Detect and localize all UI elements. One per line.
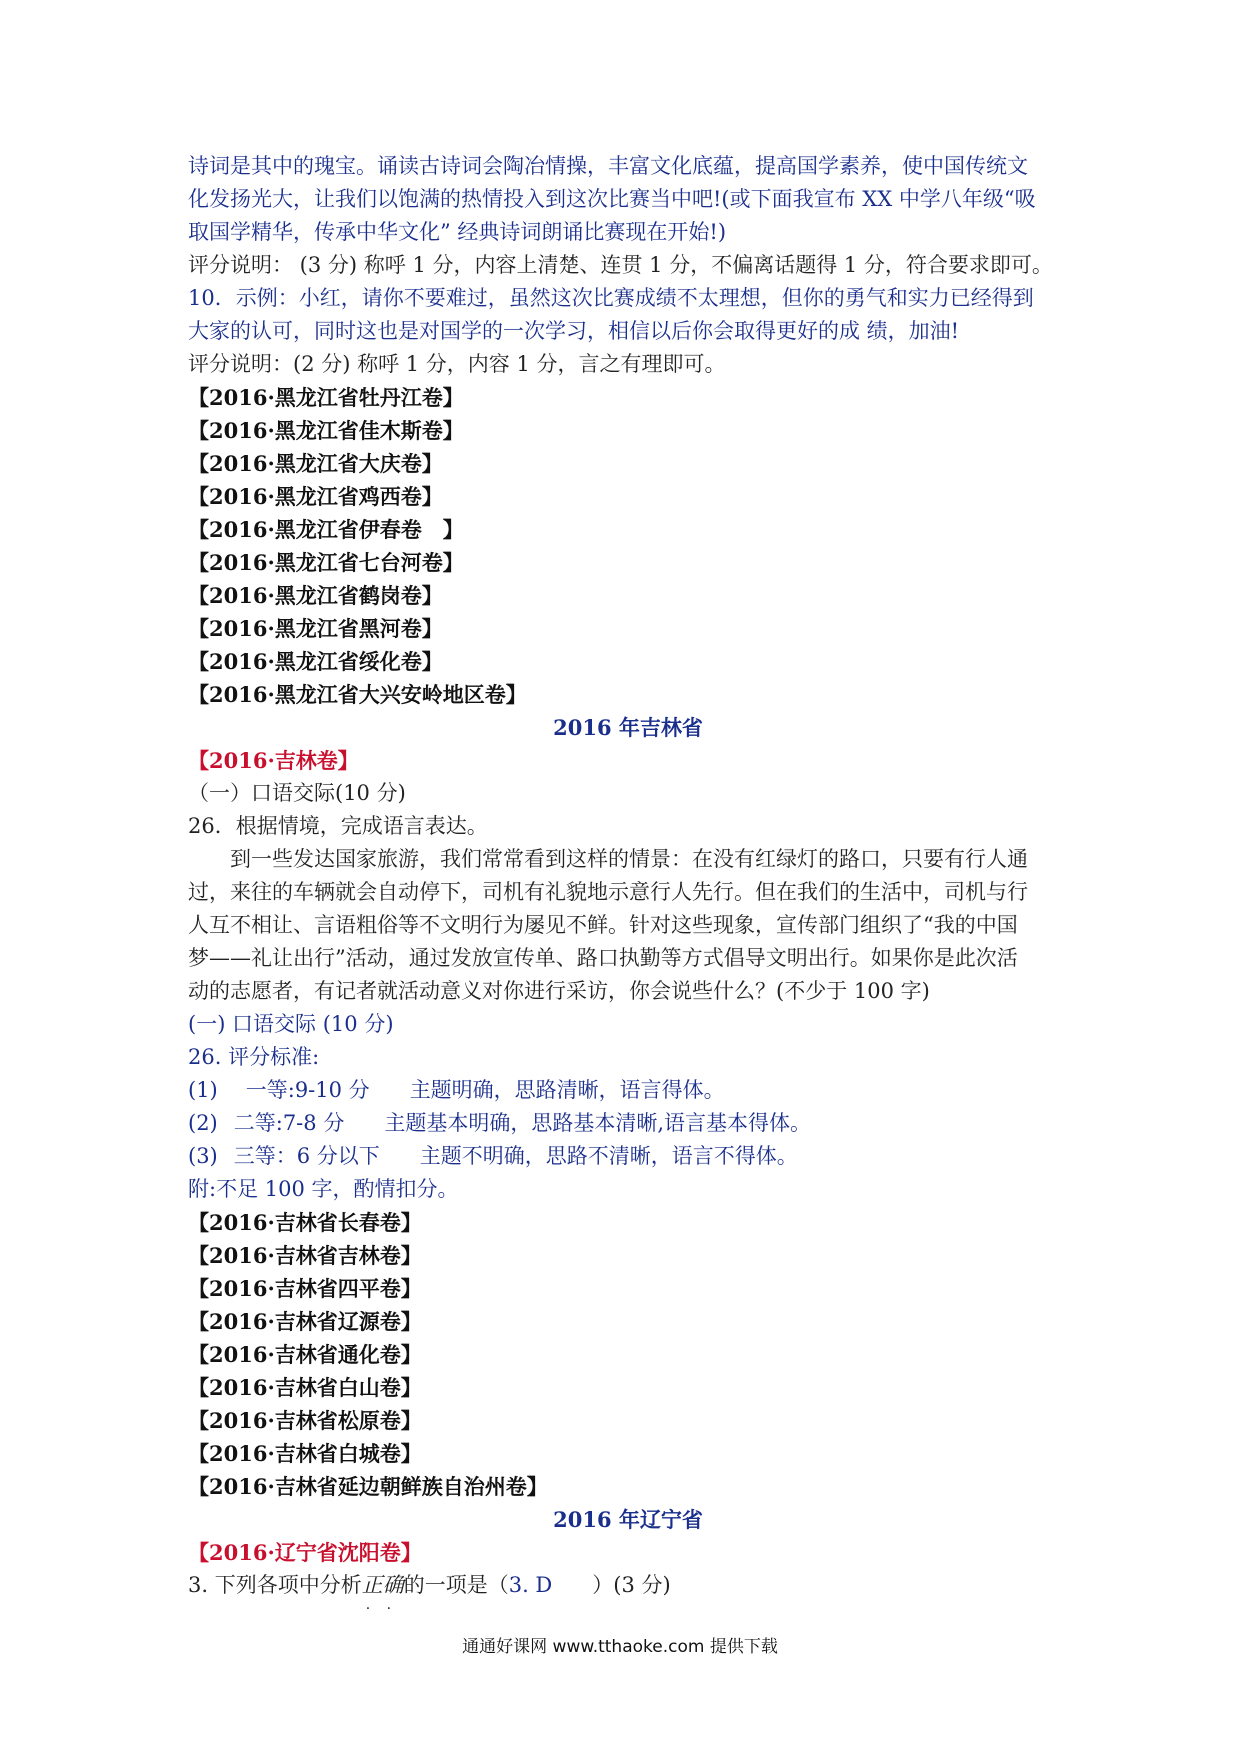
scenario-line: 动的志愿者，有记者就活动意义对你进行采访，你会说些什么？(不少于 100 字) — [188, 979, 930, 1003]
part-title: （一）口语交际(10 分) — [188, 781, 406, 805]
paper-heading: 【2016·吉林省辽源卷】 — [188, 1309, 422, 1334]
paper-heading: 【2016·黑龙江省大兴安岭地区卷】 — [188, 682, 527, 707]
paper-heading: 【2016·吉林省白山卷】 — [188, 1375, 422, 1400]
paper-heading: 【2016·吉林省松原卷】 — [188, 1408, 422, 1433]
criteria-grade: 三等：6 分以下 — [233, 1144, 380, 1168]
paper-heading: 【2016·黑龙江省佳木斯卷】 — [188, 418, 464, 443]
criteria-desc: 主题不明确，思路不清晰，语言不得体。 — [419, 1144, 798, 1168]
paper-heading: 【2016·黑龙江省鸡西卷】 — [188, 484, 443, 509]
section-title-liaoning: 2016 年辽宁省 — [553, 1507, 703, 1532]
scenario-line: 过，来往的车辆就会自动停下，司机有礼貌地示意行人先行。但在我们的生活中，司机与行 — [188, 880, 1028, 904]
answer-paragraph-line: 取国学精华，传承中华文化” 经典诗词朗诵比赛现在开始!) — [188, 220, 727, 244]
paper-heading: 【2016·黑龙江省七台河卷】 — [188, 550, 464, 575]
paper-heading: 【2016·吉林省长春卷】 — [188, 1210, 422, 1235]
question-end: ）(3 分) — [592, 1573, 671, 1597]
criteria-title: 26. 评分标准: — [188, 1045, 320, 1069]
answer-part-title: (一) 口语交际 (10 分) — [188, 1012, 394, 1036]
question-suffix: 的一项是（ — [403, 1573, 509, 1597]
paper-heading: 【2016·黑龙江省鹤岗卷】 — [188, 583, 443, 608]
paper-heading: 【2016·黑龙江省黑河卷】 — [188, 616, 443, 641]
question-prefix: 3. 下列各项中分析 — [188, 1573, 362, 1597]
criteria-grade: 一等:9-10 分 — [245, 1078, 370, 1102]
scenario-line: 到一些发达国家旅游，我们常常看到这样的情景：在没有红绿灯的路口，只要有行人通 — [230, 847, 1028, 871]
footer-credit: 通通好课网 www.tthaoke.com 提供下载 — [462, 1637, 778, 1657]
paper-heading: 【2016·吉林省四平卷】 — [188, 1276, 422, 1301]
document-page — [188, 150, 1068, 1602]
paper-heading: 【2016·黑龙江省大庆卷】 — [188, 451, 443, 476]
question-line — [188, 1569, 1068, 1602]
answer-marker: 3. D — [508, 1573, 553, 1597]
paper-heading: 【2016·黑龙江省伊春卷 】 — [188, 517, 464, 542]
answer-paragraph-line: 大家的认可，同时这也是对国学的一次学习，相信以后你会取得更好的成 绩，加油! — [188, 319, 960, 343]
criteria-num: (2) — [188, 1111, 218, 1135]
section-title-jilin: 2016 年吉林省 — [553, 715, 703, 740]
paper-heading: 【2016·吉林省通化卷】 — [188, 1342, 422, 1367]
paper-heading: 【2016·黑龙江省绥化卷】 — [188, 649, 443, 674]
scenario-line: 人互不相让、言语粗俗等不文明行为屡见不鲜。针对这些现象，宣传部门组织了“我的中国 — [188, 913, 1018, 937]
criteria-num: (1) — [188, 1078, 218, 1102]
criteria-grade: 二等:7-8 分 — [233, 1111, 345, 1135]
paper-heading-liaoning: 【2016·辽宁省沈阳卷】 — [188, 1540, 422, 1565]
paper-heading: 【2016·吉林省吉林卷】 — [188, 1243, 422, 1268]
answer-paragraph-line: 诗词是其中的瑰宝。诵读古诗词会陶冶情操，丰富文化底蕴，提高国学素养，使中国传统文 — [188, 154, 1028, 178]
question-text: 26．根据情境，完成语言表达。 — [188, 814, 488, 838]
scenario-line: 梦——礼让出行”活动，通过发放宣传单、路口执勤等方式倡导文明出行。如果你是此次活 — [188, 946, 1018, 970]
emphasized-word: 正确 · · — [362, 1573, 404, 1597]
criteria-num: (3) — [188, 1144, 218, 1168]
paper-heading: 【2016·黑龙江省牡丹江卷】 — [188, 385, 464, 410]
answer-paragraph-line: 10．示例：小红，请你不要难过，虽然这次比赛成绩不太理想，但你的勇气和实力已经得到 — [188, 286, 1034, 310]
answer-paragraph-line: 化发扬光大，让我们以饱满的热情投入到这次比赛当中吧!(或下面我宣布 XX 中学八年级“吸 — [188, 187, 1036, 211]
scoring-note: 评分说明：(2 分) 称呼 1 分，内容 1 分，言之有理即可。 — [188, 352, 726, 376]
criteria-row — [188, 1140, 1068, 1173]
criteria-row — [188, 1074, 1068, 1107]
criteria-desc: 主题明确，思路清晰，语言得体。 — [409, 1078, 725, 1102]
criteria-desc: 主题基本明确，思路基本清晰,语言基本得体。 — [384, 1111, 812, 1135]
paper-heading: 【2016·吉林省延边朝鲜族自治州卷】 — [188, 1474, 548, 1499]
criteria-row — [188, 1107, 1068, 1140]
criteria-note: 附:不足 100 字，酌情扣分。 — [188, 1177, 459, 1201]
paper-heading: 【2016·吉林省白城卷】 — [188, 1441, 422, 1466]
paper-heading-jilin: 【2016·吉林卷】 — [188, 748, 359, 773]
scoring-note: 评分说明： (3 分) 称呼 1 分，内容上清楚、连贯 1 分，不偏离话题得 1 分，符合要求即可。 — [188, 253, 1053, 277]
